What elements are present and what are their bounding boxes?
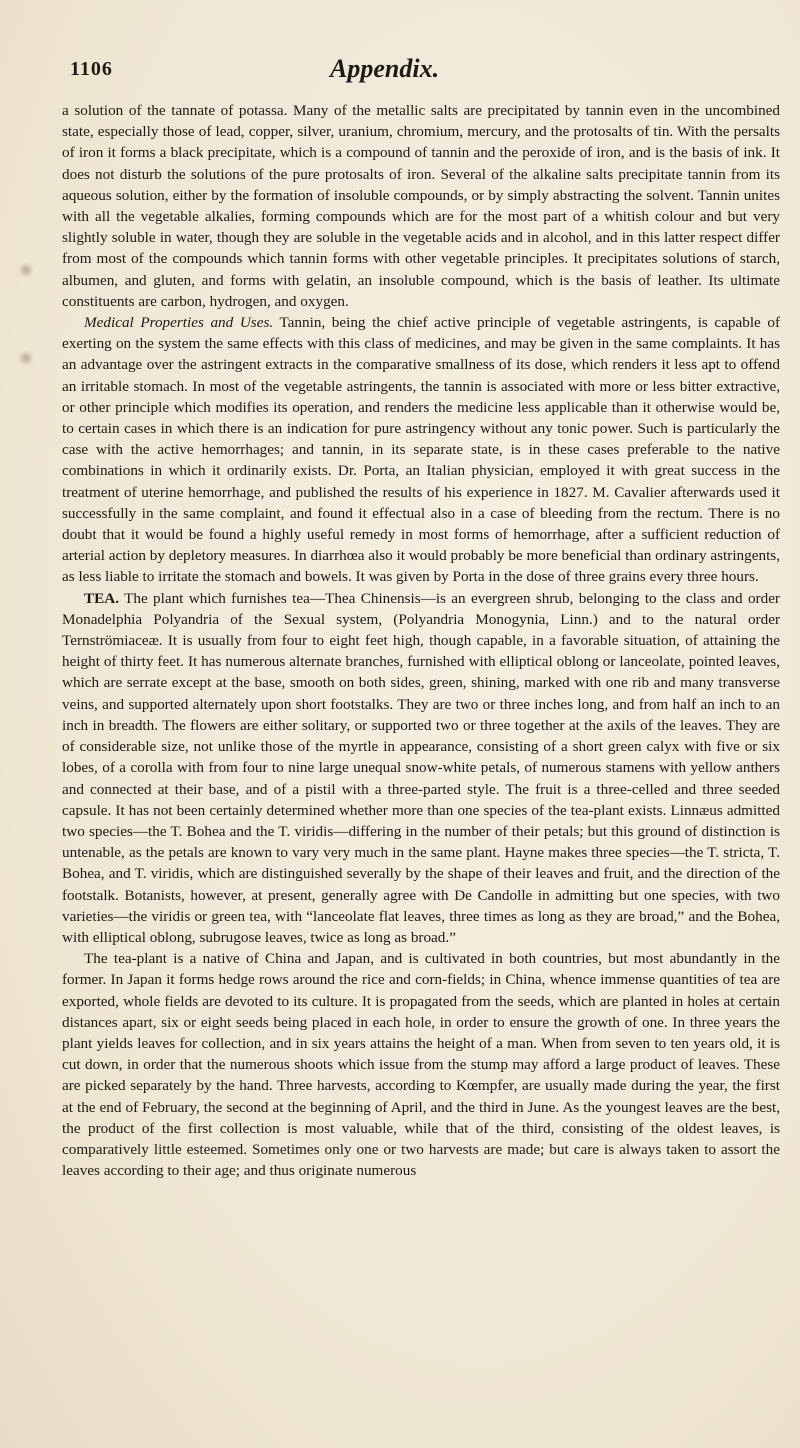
paragraph-text: The tea-plant is a native of China and Japan, and is cultivated in both countries, but most abundantly in the former. In Japan it forms hedge rows around the rice and corn-fields; in China, whence immense quantities of tea are exported, whole fields are devoted to its culture. It is propagated from the seeds, which are planted in holes at certain distances apart, six or eight seeds being placed in each hole, in order to ensure the growth of one. In three years the plant yields leaves for collection, and in six years attains the height of a man. When from seven to ten years old, it is cut down, in order that the numerous shoots which issue from the stump may afford a large product of leaves. These are picked separately by the hand. Three harvests, according to Kœmpfer, are usually made during the year, the first at the end of February, the second at the beginning of April, and the third in June. As the youngest leaves are the best, the product of the first collection is most valuable, while that of the third, consisting of the oldest leaves, is comparatively little esteemed. Sometimes only one or two harvests are made; but care is always taken to assort the leaves according to their age; and thus originate numerous	[62, 950, 780, 1180]
paragraph-text: Tannin, being the chief active principle of vegetable astringents, is capable of exerting on the system the same effects with this class of medicines, and may be given in the same complaints. It has an advantage over the astringent extracts in the comparative smallness of its dose, which renders it less apt to offend an irritable stomach. In most of the vegetable astringents, the tannin is associated with more or less bitter extractive, or other principle which modifies its operation, and renders the medicine less applicable than it otherwise would be, to certain cases in which there is an indication for pure astringency without any tonic power. Such is particularly the case with the active hemorrhages; and tannin, in its separate state, is in these cases preferable to the native combinations in which it ordinarily exists. Dr. Porta, an Italian physician, employed it with great success in the treatment of uterine hemorrhage, and published the results of his experience in 1827. M. Cavalier afterwards used it successfully in the same complaint, and found it effectual also in a case of bleeding from the rectum. There is no doubt that it would be found a highly useful remedy in most forms of hemorrhage, after a sufficient reduction of arterial action by depletory measures. In diarrhœa also it would probably be more beneficial than ordinary astringents, as less liable to irritate the stomach and bowels. It was given by Porta in the dose of three grains every three hours.	[62, 314, 781, 586]
paragraph-tea-cultivation	[62, 948, 780, 1181]
paragraph-text: a solution of the tannate of potassa. Many of the metallic salts are precipitated by tannin even in the uncombined state, especially those of lead, copper, silver, uranium, chromium, mercury, and the protosalts of tin. With the persalts of iron it forms a black precipitate, which is a compound of tannin and the peroxide of iron, and is the basis of ink. It does not disturb the solutions of the pure protosalts of iron. Several of the alkaline salts precipitate tannin from its aqueous solution, either by the formation of insoluble compounds, or by simply abstracting the solvent. Tannin unites with all the vegetable alkalies, forming compounds which are for the most part of a whitish colour and but very slightly soluble in water, though they are soluble in the vegetable acids and in alcohol, and in this latter respect differ from most of the compounds which tannin forms with other vegetable principles. It precipitates solutions of starch, albumen, and gluten, and forms with gelatin, an insoluble compound, which is the basis of leather. Its ultimate constituents are carbon, hydrogen, and oxygen.	[62, 102, 780, 310]
page-header	[70, 54, 760, 88]
body-text	[62, 100, 780, 1181]
paragraph-medical-properties	[62, 312, 780, 588]
section-heading: TEA.	[84, 589, 120, 607]
page-number: 1106	[70, 58, 113, 80]
paper-blemish	[18, 350, 34, 366]
paragraph-text: The plant which furnishes tea—Thea Chinensis—is an evergreen shrub, belonging to the class and order Monadelphia Polyandria of the Sexual system, (Polyandria Monogynia, Linn.) and to the natural order Ternströmiaceæ. It is usually from four to eight feet high, though capable, in a favorable situation, of attaining the height of thirty feet. It has numerous alternate branches, furnished with elliptical oblong or lanceolate, pointed leaves, which are serrate except at the base, smooth on both sides, green, shining, marked with one rib and many transverse veins, and supported alternately upon short footstalks. They are two or three inches long, and from half an inch to an inch in breadth. The flowers are either solitary, or supported two or three together at the axils of the leaves. They are of considerable size, not unlike those of the myrtle in appearance, consisting of a short green calyx with five or six lobes, of a corolla with from four to nine large unequal snow-white petals, of numerous stamens with yellow anthers and connected at their base, and of a pistil with a three-parted style. The fruit is a three-celled and three seeded capsule. It has not been certainly determined whether more than one species of the tea-plant exists. Linnæus admitted two species—the T. Bohea and the T. viridis—differing in the number of their petals; but this ground of distinction is untenable, as the petals are known to vary very much in the same plant. Hayne makes three species—the T. stricta, T. Bohea, and T. viridis, which are distinguished severally by the shape of their leaves and fruit, and the direction of the footstalk. Botanists, however, at present, generally agree with De Candolle in admitting but one species, with two varieties—the viridis or green tea, with “lanceolate flat leaves, three times as long as they are broad,” and the Bohea, with elliptical oblong, subrugose leaves, twice as long as broad.”	[62, 589, 780, 946]
paragraph-tannin-solution	[62, 100, 780, 312]
running-head: Appendix.	[330, 54, 440, 83]
paper-blemish	[18, 262, 34, 278]
paragraph-tea	[62, 588, 780, 948]
section-lead: Medical Properties and Uses.	[84, 314, 274, 332]
